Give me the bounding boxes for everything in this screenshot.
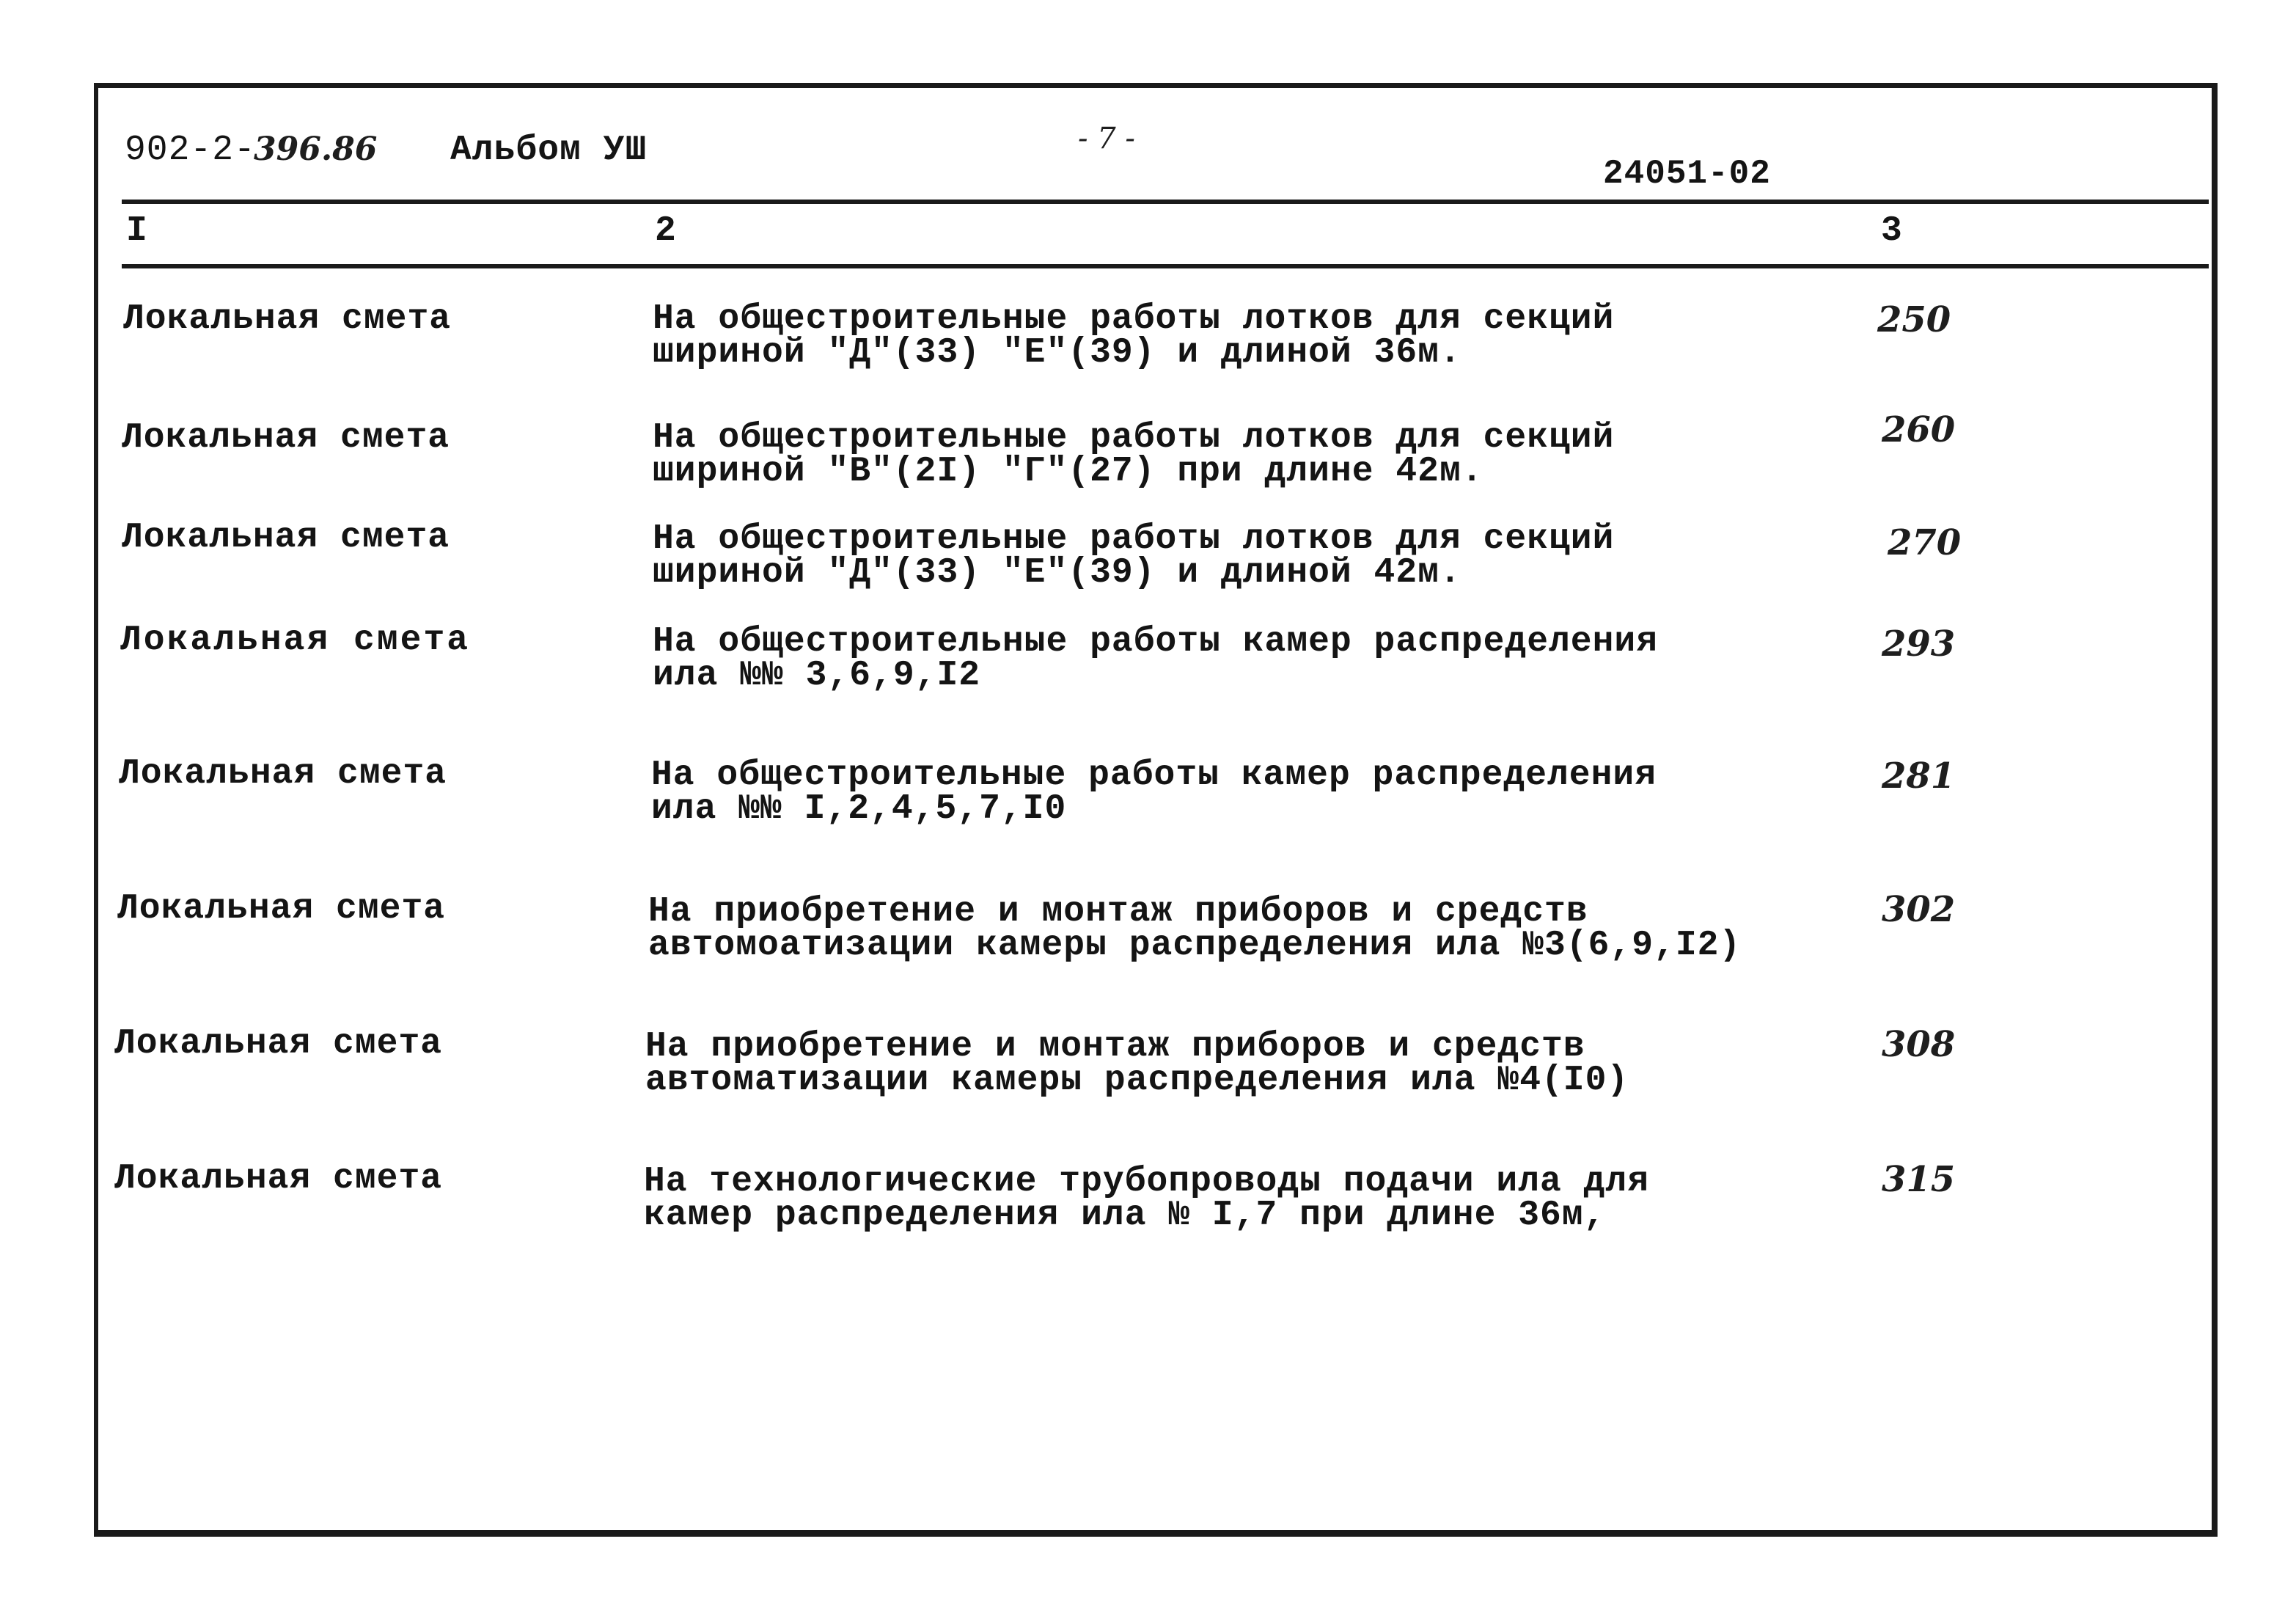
row-description-line: ила №№ 3,6,9,I2 xyxy=(653,656,981,695)
row-type: Локальная смета xyxy=(122,518,450,557)
row-page: 281 xyxy=(1882,756,1956,797)
row-description xyxy=(648,892,1742,965)
row-description-line: шириной "В"(2I) "Г"(27) при длине 42м. xyxy=(653,452,1483,491)
row-description xyxy=(653,299,1615,373)
row-description-line: На приобретение и монтаж приборов и средств xyxy=(648,892,1588,932)
row-type: Локальная смета xyxy=(114,1159,443,1199)
row-description-line: На технологические трубопроводы подачи ила для xyxy=(644,1162,1650,1201)
row-type: Локальная смета xyxy=(117,889,446,929)
row-description-line: автомоатизации камеры распределения ила №3(6,9,I2) xyxy=(648,926,1742,965)
row-description-line: На общестроительные работы лотков для секций xyxy=(653,418,1615,458)
row-page: 315 xyxy=(1882,1159,1956,1200)
project-number: 396.86 xyxy=(254,131,378,168)
row-page: 250 xyxy=(1877,299,1951,340)
row-page: 293 xyxy=(1882,623,1956,665)
column-header-2: 2 xyxy=(655,211,677,251)
row-description-line: На общестроительные работы лотков для секций xyxy=(653,519,1615,559)
row-type: Локальная смета xyxy=(119,754,447,794)
row-type: Локальная смета xyxy=(120,621,471,660)
row-description xyxy=(653,418,1615,491)
row-description-line: шириной "Д"(33) "Е"(39) и длиной 36м. xyxy=(653,333,1461,373)
row-type: Локальная смета xyxy=(123,299,452,339)
project-prefix: 902-2- xyxy=(125,131,256,170)
row-page: 308 xyxy=(1882,1024,1956,1065)
row-description-line: автоматизации камеры распределения ила №4(I0) xyxy=(645,1061,1629,1100)
row-description-line: ила №№ I,2,4,5,7,I0 xyxy=(651,789,1067,829)
row-description xyxy=(653,519,1615,593)
row-type: Локальная смета xyxy=(122,418,450,458)
row-description-line: На приобретение и монтаж приборов и средств xyxy=(645,1027,1585,1067)
row-description-line: шириной "Д"(33) "Е"(39) и длиной 42м. xyxy=(653,553,1461,593)
row-description-line: камер распределения ила № I,7 при длине 36м, xyxy=(644,1196,1606,1235)
row-description-line: На общестроительные работы камер распределения xyxy=(653,622,1659,662)
header-rule-top xyxy=(122,200,2209,204)
row-description xyxy=(644,1162,1650,1235)
header-rule-bottom xyxy=(122,264,2209,268)
row-page: 270 xyxy=(1888,522,1962,563)
row-description-line: На общестроительные работы лотков для секций xyxy=(653,299,1615,339)
row-description xyxy=(653,622,1659,695)
album-label: Альбом УШ xyxy=(450,131,648,170)
row-description xyxy=(645,1027,1629,1100)
row-type: Локальная смета xyxy=(114,1024,443,1064)
row-page: 302 xyxy=(1882,889,1956,930)
column-header-3: 3 xyxy=(1881,211,1903,251)
page-number: - 7 - xyxy=(1078,122,1135,156)
row-description-line: На общестроительные работы камер распределения xyxy=(651,756,1657,795)
registration-number: 24051-02 xyxy=(1603,155,1771,193)
row-page: 260 xyxy=(1882,409,1956,450)
column-header-1: I xyxy=(126,211,148,251)
row-description xyxy=(651,756,1657,829)
